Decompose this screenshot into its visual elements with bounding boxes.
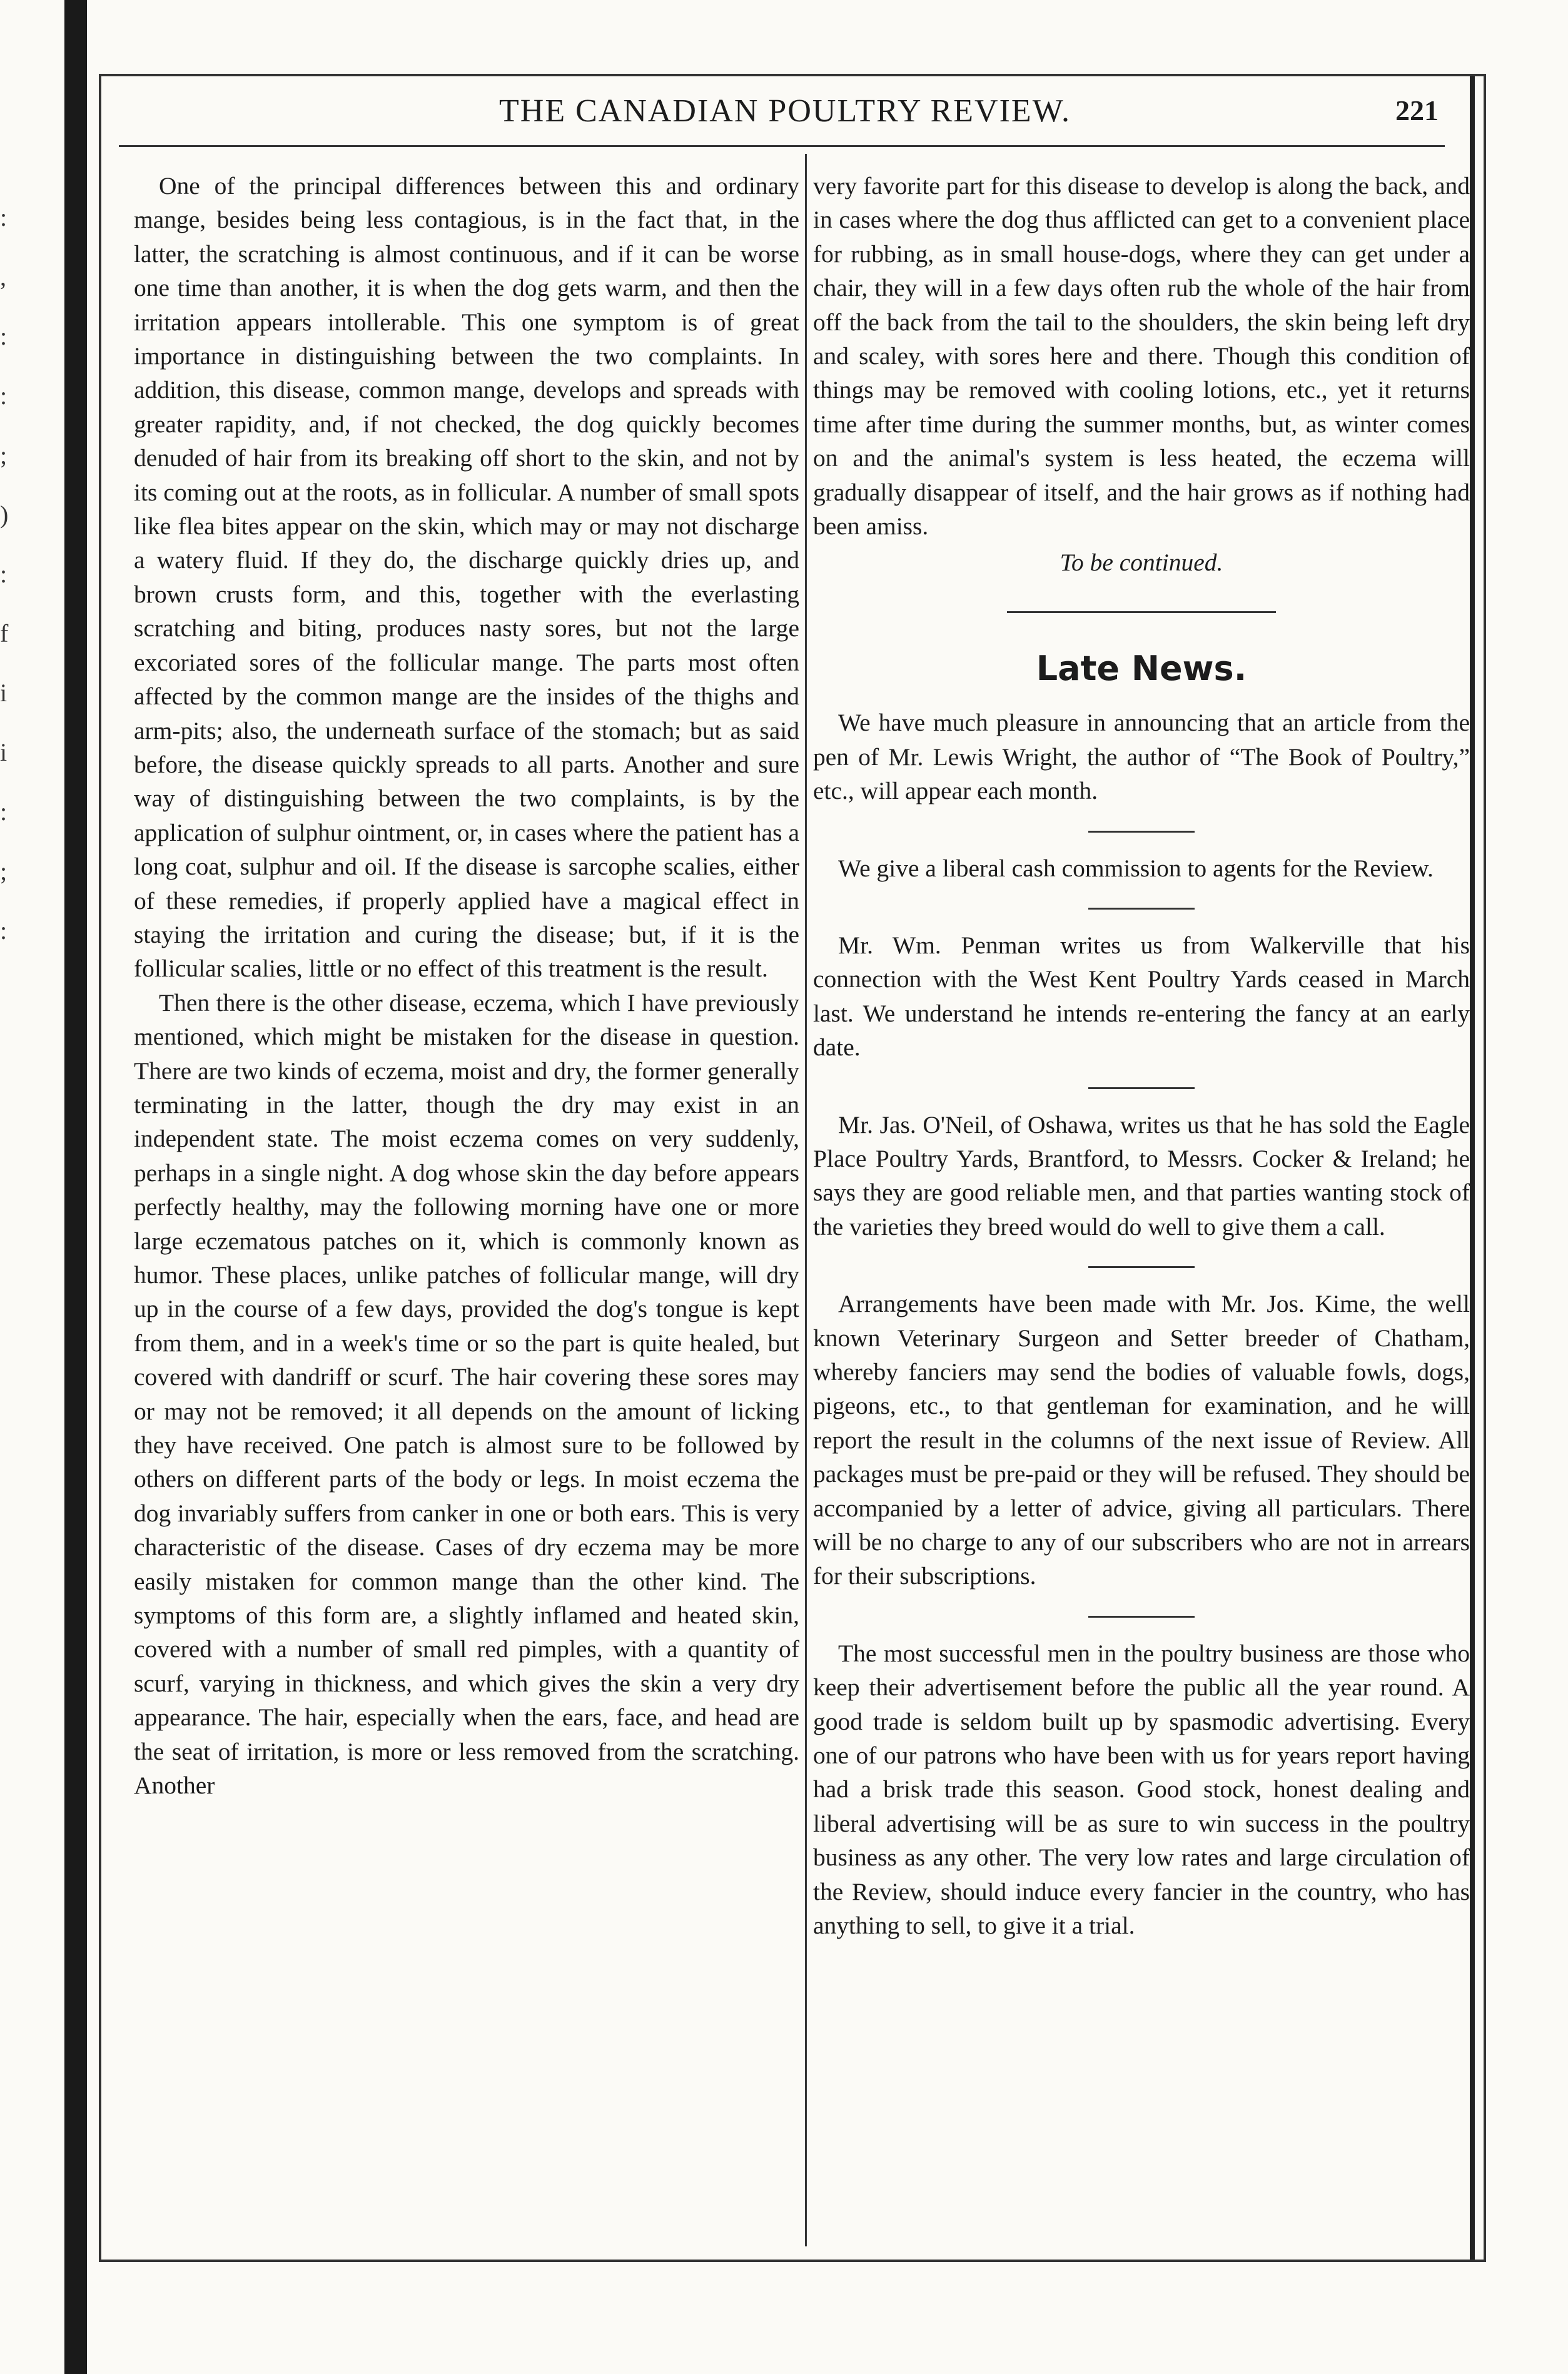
news-item: Mr. Wm. Penman writes us from Walkerville that his connection with the West Kent Poultry Yards ceased in March last. We understand he intends re-entering the fancy at an early date. bbox=[813, 931, 1470, 1062]
margin-marks: : , : : ; ) : f i i : ; : bbox=[0, 203, 9, 945]
news-item: Arrangements have been made with Mr. Jos. Kime, the well known Veterinary Surgeon and Setter breeder of Chatham, whereby fanciers may send the bodies of valuable fowls, dogs, pigeons, etc., to that gentleman for examination, and he will report the result in the columns of the next issue of Review. All packages must be pre-paid or they will be refused. They should be accompanied by a letter of advice, giving all particulars. There will be no charge to any of our subscribers who are not in arrears for their subscriptions. bbox=[813, 1290, 1470, 1590]
column-divider bbox=[805, 154, 807, 2246]
news-item: We give a liberal cash commission to agents for the Review. bbox=[838, 854, 1434, 882]
section-rule bbox=[1007, 611, 1276, 613]
item-rule bbox=[1088, 1087, 1195, 1089]
news-item: Mr. Jas. O'Neil, of Oshawa, writes us that he has sold the Eagle Place Poultry Yards, Brantford, to Messrs. Cocker & Ireland; he says they are good reliable men, and that parties wanting stock of the varieties they breed would do well to give them a call. bbox=[813, 1110, 1470, 1240]
page-header bbox=[119, 93, 1451, 143]
item-rule bbox=[1088, 1616, 1195, 1618]
news-item: The most successful men in the poultry business are those who keep their advertisement before the public all the year round. A good trade is seldom built up by spasmodic advertising. Every one of our patrons who have been with us for years report having had a brisk trade this season. Good stock, honest dealing and liberal advertising will be as sure to win success in the poultry business as any other. The very low rates and large circulation of the Review, should induce every fancier in the country, who has anything to sell, to give it a trial. bbox=[813, 1639, 1470, 1940]
item-rule bbox=[1088, 908, 1195, 910]
item-rule bbox=[1088, 1266, 1195, 1268]
page-number: 221 bbox=[1395, 94, 1439, 126]
article-continuation: very favorite part for this disease to develop is along the back, and in cases where the dog thus afflicted can get to a convenient place for rubbing, as in small house-dogs, where they can get under a chair, they will in a few days often rub the whole of the hair from off the back from the tail to the shoulders, the skin being left dry and scaley, with sores here and there. Though this condition of things may be removed with cooling lotions, etc., yet it returns time after time during the summer months, but, as winter comes on and the animal's system is less heated, the eczema will gradually disappear of itself, and the hair grows as if nothing had been amiss. bbox=[813, 172, 1470, 540]
news-item: We have much pleasure in announcing that an article from the pen of Mr. Lewis Wright, the author of “The Book of Poultry,” etc., will appear each month. bbox=[813, 709, 1470, 805]
left-column bbox=[134, 169, 799, 1803]
binding-edge bbox=[64, 0, 87, 2374]
right-column bbox=[813, 169, 1470, 1942]
late-news-heading: Late News. bbox=[1036, 648, 1247, 688]
article-paragraph: One of the principal differences between this and ordinary mange, besides being less contagious, is in the fact that, in the latter, the scratching is almost continuous, and if it can be worse one time than another, it is when the dog gets warm, and then the irritation appears intollerable. This one symptom is of great importance in distinguishing between the two complaints. In addition, this disease, common mange, develops and spreads with greater rapidity, and, if not checked, the dog quickly becomes denuded of hair from its breaking off short to the skin, and not by its coming out at the roots, as in follicular. A number of small spots like flea bites appear on the skin, which may or may not discharge a watery fluid. If they do, the discharge quickly dries up, and brown crusts form, and this, together with the everlasting scratching and biting, produces nasty sores, but not the large excoriated sores of the follicular mange. The parts most often affected by the common mange are the insides of the thighs and arm-pits; also, the underneath surface of the stomach; but as said before, the disease quickly spreads to all parts. Another and sure way of distinguishing between the two complaints, is by the application of sulphur ointment, or, in cases where the patient has a long coat, sulphur and oil. If the disease is sarcophe scalies, either of these remedies, if properly applied have a magical effect in staying the irritation and curing the disease; but, if it is the follicular scalies, little or no effect of this treatment is the result. bbox=[134, 172, 799, 983]
item-rule bbox=[1088, 831, 1195, 833]
article-paragraph: Then there is the other disease, eczema, which I have previously mentioned, which might be mistaken for the disease in question. There are two kinds of eczema, moist and dry, the former generally terminating in the latter, though the dry may exist in an independent state. The moist eczema comes on very suddenly, perhaps in a single night. A dog whose skin the day before appears perfectly healthy, may the following morning have one or more large eczematous patches on it, which is commonly known as humor. These places, unlike patches of follicular mange, will dry up in the course of a few days, provided the dog's tongue is kept from them, and in a week's time or so the part is quite healed, but covered with dandriff or scurf. The hair covering these sores may or may not be removed; it all depends on the amount of licking they have received. One patch is almost sure to be followed by others on different parts of the body or legs. In moist eczema the dog invariably suffers from canker in one or both ears. This is very characteristic of the disease. Cases of dry eczema may be more easily mistaken for common mange than the other kind. The symptoms of this form are, a slightly inflamed and heated skin, covered with a number of small red pimples, with a quantity of scurf, varying in thickness, and which gives the skin a very dry appearance. The hair, especially when the ears, face, and head are the seat of irritation, is more or less removed from the scratching. Another bbox=[134, 988, 799, 1800]
to-be-continued: To be continued. bbox=[1060, 549, 1223, 577]
header-rule bbox=[119, 145, 1445, 147]
running-title: THE CANADIAN POULTRY REVIEW. bbox=[499, 93, 1071, 129]
